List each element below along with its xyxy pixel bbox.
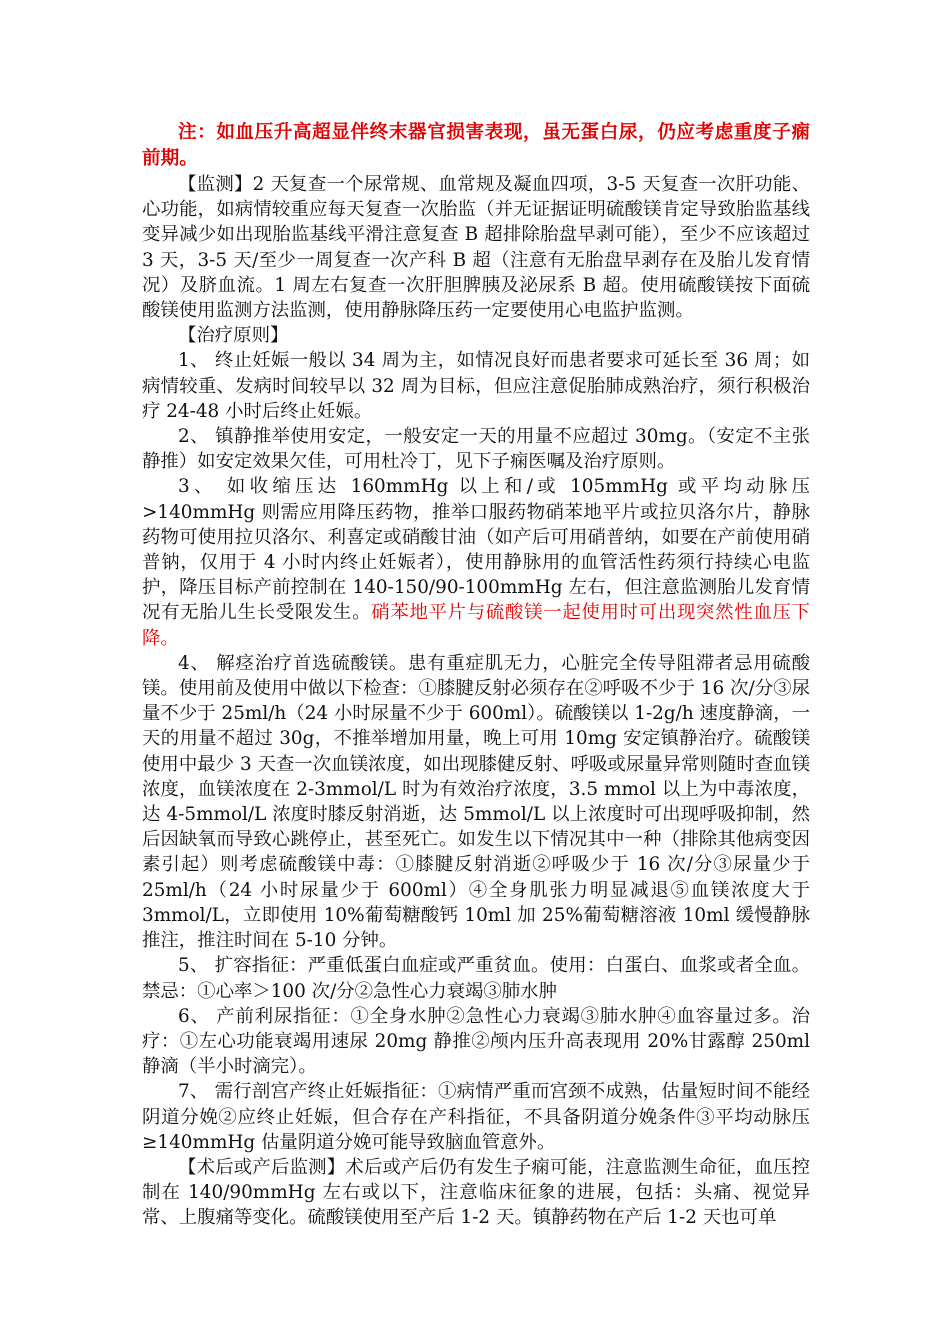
postop-monitoring-paragraph: 【术后或产后监测】术后或产后仍有发生子痫可能，注意监测生命征，血压控制在 140/90mmHg 左右或以下，注意临床征象的进展，包括：头痛、视觉异常、上腹痛等变化。硫酸镁使用至产后 1-2 天。镇静药物在产后 1-2 天也可单	[142, 1156, 810, 1229]
treatment-heading: 【治疗原则】	[178, 325, 289, 347]
treatment-item-5: 5、 扩容指征：严重低蛋白血症或严重贫血。使用：白蛋白、血浆或者全血。禁忌：①心率＞100 次/分②急性心力衰竭③肺水肿	[142, 955, 810, 1002]
treatment-item-3	[142, 474, 810, 650]
note-paragraph: 注：如血压升高超显伴终末器官损害表现，虽无蛋白尿，仍应考虑重度子痫前期。	[142, 122, 810, 169]
treatment-item-6: 6、 产前利尿指征：①全身水肿②急性心力衰竭③肺水肿④血容量过多。治疗：①左心功能衰竭用速尿 20mg 静推②颅内压升高表现用 20%甘露醇 250ml 静滴（半小时滴完）。	[142, 1005, 810, 1078]
treatment-item-1: 1、 终止妊娠一般以 34 周为主，如情况良好而患者要求可延长至 36 周；如病情较重、发病时间较早以 32 周为目标，但应注意促胎肺成熟治疗，须行积极治疗 24-48 小时后终止妊娠。	[142, 350, 810, 422]
treatment-item-7: 7、 需行剖宫产终止妊娠指征：①病情严重而宫颈不成熟，估量短时间不能经阴道分娩②应终止妊娠，但合存在产科指征，不具备阴道分娩条件③平均动脉压≥140mmHg 估量阴道分娩可能导致脑血管意外。	[142, 1081, 810, 1153]
monitoring-paragraph: 【监测】2 天复查一个尿常规、血常规及凝血四项，3-5 天复查一次肝功能、心功能，如病情较重应每天复查一次胎监（并无证据证明硫酸镁肯定导致胎监基线变异减少如出现胎监基线平滑注意复查 B 超排除胎盘早剥可能），至少不应该超过 3 天，3-5 天/至少一周复查一次产科 B 超（注意有无胎盘早剥存在及胎儿发育情况）及脐血流。1 周左右复查一次肝胆脾胰及泌尿系 B 超。使用硫酸镁按下面硫酸镁使用监测方法监测，使用静脉降压药一定要使用心电监护监测。	[142, 174, 810, 322]
treatment-item-3-text: 3、 如收缩压达 160mmHg 以上和/或 105mmHg 或平均动脉压>140mmHg 则需应用降压药物，推举口服药物硝苯地平片或拉贝洛尔片，静脉药物可使用拉贝洛尔、利喜定或硝酸甘油（如产后可用硝普纳，如要在产前使用硝普钠，仅用于 4 小时内终止妊娠者），使用静脉用的血管活性药须行持续心电监护，降压目标产前控制在 140-150/90-100mmHg 左右，但注意监测胎儿发育情况有无胎儿生长受限发生。	[142, 476, 810, 624]
treatment-item-2: 2、 镇静推举使用安定，一般安定一天的用量不应超过 30mg。（安定不主张静推）如安定效果欠佳，可用杜冷丁，见下子痫医嘱及治疗原则。	[142, 426, 810, 473]
treatment-item-3-warning: 硝苯地平片与硫酸镁一起使用时可出现突然性血压下降。	[142, 602, 810, 649]
document-page	[142, 120, 810, 1231]
treatment-item-4: 4、 解痉治疗首选硫酸镁。患有重症肌无力，心脏完全传导阻滞者忌用硫酸镁。使用前及使用中做以下检查：①膝腱反射必须存在②呼吸不少于 16 次/分③尿量不少于 25ml/h（24 小时尿量不少于 600ml）。硫酸镁以 1-2g/h 速度静滴，一天的用量不超过 30g，不推举增加用量，晚上可用 10mg 安定镇静治疗。硫酸镁使用中最少 3 天查一次血镁浓度，如出现膝健反射、呼吸或尿量异常则随时查血镁浓度，血镁浓度在 2-3mmol/L 时为有效治疗浓度，3.5 mmol 以上为中毒浓度，达 4-5mmol/L 浓度时膝反射消逝，达 5mmol/L 以上浓度时可出现呼吸抑制，然后因缺氧而导致心跳停止，甚至死亡。如发生以下情况其中一种（排除其他病变因素引起）则考虑硫酸镁中毒：①膝腱反射消逝②呼吸少于 16 次/分③尿量少于 25ml/h（24 小时尿量少于 600ml）④全身肌张力明显减退⑤血镁浓度大于 3mmol/L，立即使用 10%葡萄糖酸钙 10ml 加 25%葡萄糖溶液 10ml 缓慢静脉推注，推注时间在 5-10 分钟。	[142, 652, 810, 952]
